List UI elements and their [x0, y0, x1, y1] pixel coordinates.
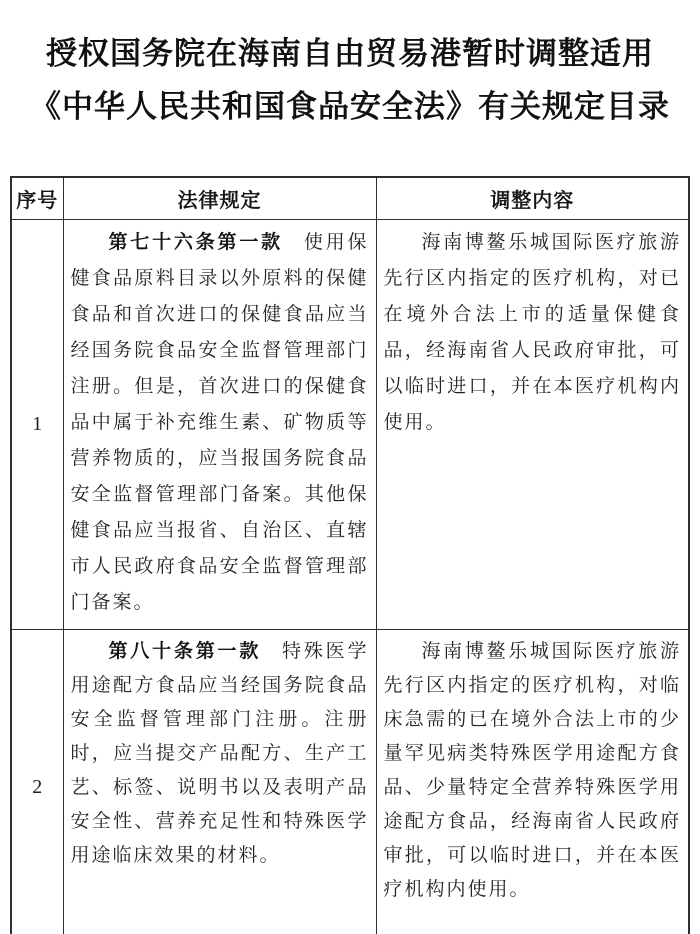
row-2-law-article-lead: 第八十条第一款	[108, 640, 262, 662]
document-page	[0, 27, 700, 934]
title-line-2: 《中华人民共和国食品安全法》有关规定目录	[30, 89, 670, 124]
row-2-legal-provision-text	[71, 635, 369, 873]
row-1-law-article-lead: 第七十六条第一款	[108, 231, 283, 253]
regulations-table	[10, 176, 690, 934]
header-serial-number: 序号	[11, 177, 63, 219]
table-header-row	[11, 177, 689, 219]
row-1-adjustment-text: 海南博鳌乐城国际医疗旅游先行区内指定的医疗机构，对已在境外合法上市的适量保健食品，经海南省人民政府审批，可以临时进口，并在本医疗机构内使用。	[383, 231, 681, 433]
row-1-law-body-text: 使用保健食品原料目录以外原料的保健食品和首次进口的保健食品应当经国务院食品安全监督管理部门注册。但是，首次进口的保健食品中属于补充维生素、矿物质等营养物质的，应当报国务院食品安全监督管理部门备案。其他保健食品应当报省、自治区、直辖市人民政府食品安全监督管理部门备案。	[70, 231, 369, 613]
row-2-legal-provision-cell	[63, 629, 376, 934]
document-title	[0, 27, 700, 133]
row-2-serial-number: 2	[11, 629, 63, 934]
row-1-legal-provision-cell	[63, 219, 376, 629]
table-row	[11, 219, 689, 629]
row-2-law-body-text: 特殊医学用途配方食品应当经国务院食品安全监督管理部门注册。注册时，应当提交产品配方、生产工艺、标签、说明书以及表明产品安全性、营养充足性和特殊医学用途临床效果的材料。	[70, 640, 369, 866]
row-1-serial-number: 1	[11, 219, 63, 629]
header-adjustment-content: 调整内容	[376, 177, 689, 219]
row-2-adjustment-cell	[376, 629, 689, 934]
title-line-1: 授权国务院在海南自由贸易港暂时调整适用	[46, 36, 654, 71]
row-1-adjustment-cell	[376, 219, 689, 629]
row-2-adjustment-text: 海南博鳌乐城国际医疗旅游先行区内指定的医疗机构，对临床急需的已在境外合法上市的少量罕见病类特殊医学用途配方食品、少量特定全营养特殊医学用途配方食品，经海南省人民政府审批，可以临时进口，并在本医疗机构内使用。	[383, 640, 681, 900]
header-legal-provision: 法律规定	[63, 177, 376, 219]
row-1-legal-provision-text	[71, 225, 369, 621]
table-row	[11, 629, 689, 934]
